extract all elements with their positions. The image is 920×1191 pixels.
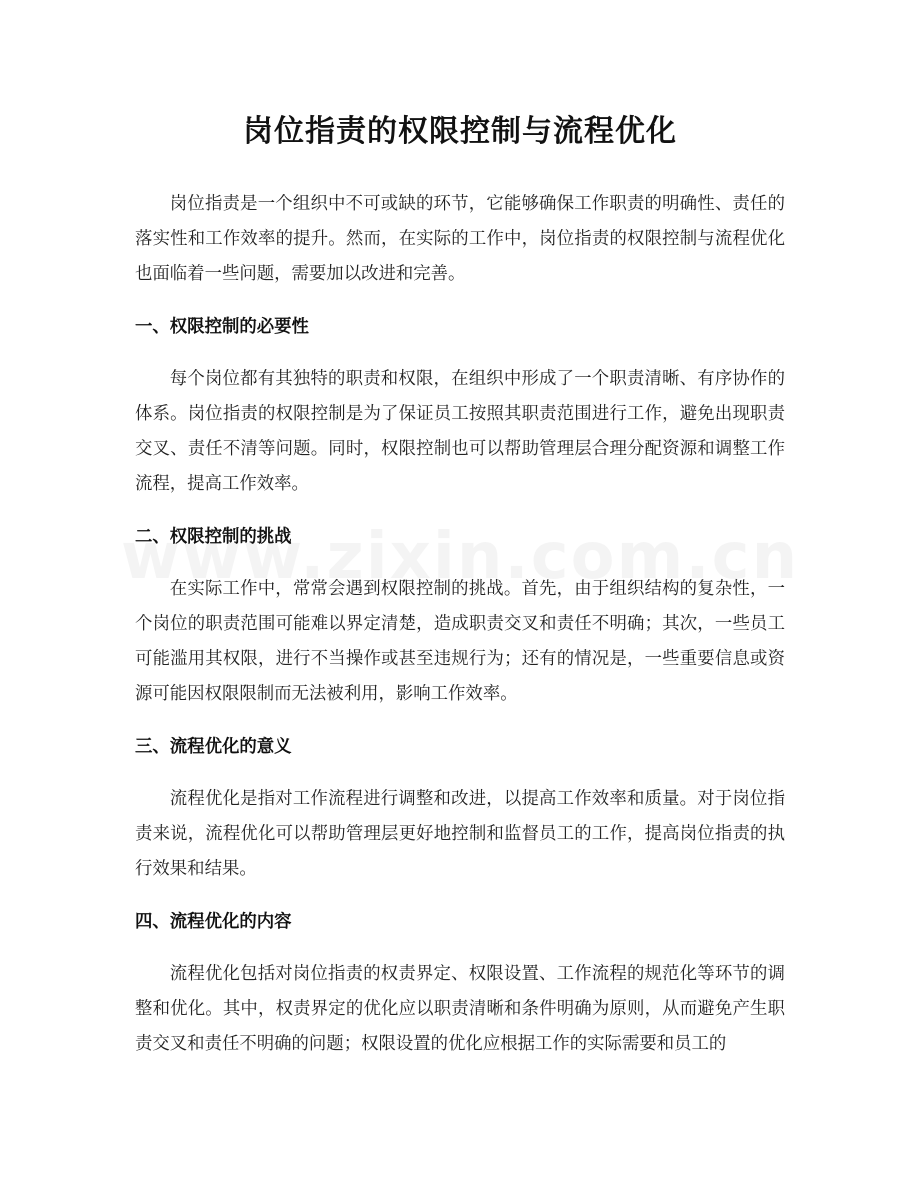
section-heading-1: 一、权限控制的必要性	[135, 317, 309, 337]
section-body-1: 每个岗位都有其独特的职责和权限，在组织中形成了一个职责清晰、有序协作的体系。岗位指责的权限控制是为了保证员工按照其职责范围进行工作，避免出现职责交叉、责任不清等问题。同时，权限控制也可以帮助管理层合理分配资源和调整工作流程，提高工作效率。	[135, 369, 785, 494]
section-body-2: 在实际工作中，常常会遇到权限控制的挑战。首先，由于组织结构的复杂性，一个岗位的职责范围可能难以界定清楚，造成职责交叉和责任不明确；其次，一些员工可能滥用其权限，进行不当操作或甚至违规行为；还有的情况是，一些重要信息或资源可能因权限限制而无法被利用，影响工作效率。	[135, 579, 785, 704]
section-heading-2: 二、权限控制的挑战	[135, 527, 292, 547]
intro-paragraph: 岗位指责是一个组织中不可或缺的环节，它能够确保工作职责的明确性、责任的落实性和工作效率的提升。然而，在实际的工作中，岗位指责的权限控制与流程优化也面临着一些问题，需要加以改进和完善。	[135, 194, 785, 284]
section-heading-3: 三、流程优化的意义	[135, 737, 292, 757]
section-body-4: 流程优化包括对岗位指责的权责界定、权限设置、工作流程的规范化等环节的调整和优化。其中，权责界定的优化应以职责清晰和条件明确为原则，从而避免产生职责交叉和责任不明确的问题；权限设置的优化应根据工作的实际需要和员工的	[135, 964, 785, 1054]
section-body-3: 流程优化是指对工作流程进行调整和改进，以提高工作效率和质量。对于岗位指责来说，流程优化可以帮助管理层更好地控制和监督员工的工作，提高岗位指责的执行效果和结果。	[135, 789, 785, 879]
section-heading-4: 四、流程优化的内容	[135, 912, 292, 932]
document-title: 岗位指责的权限控制与流程优化	[243, 114, 677, 149]
